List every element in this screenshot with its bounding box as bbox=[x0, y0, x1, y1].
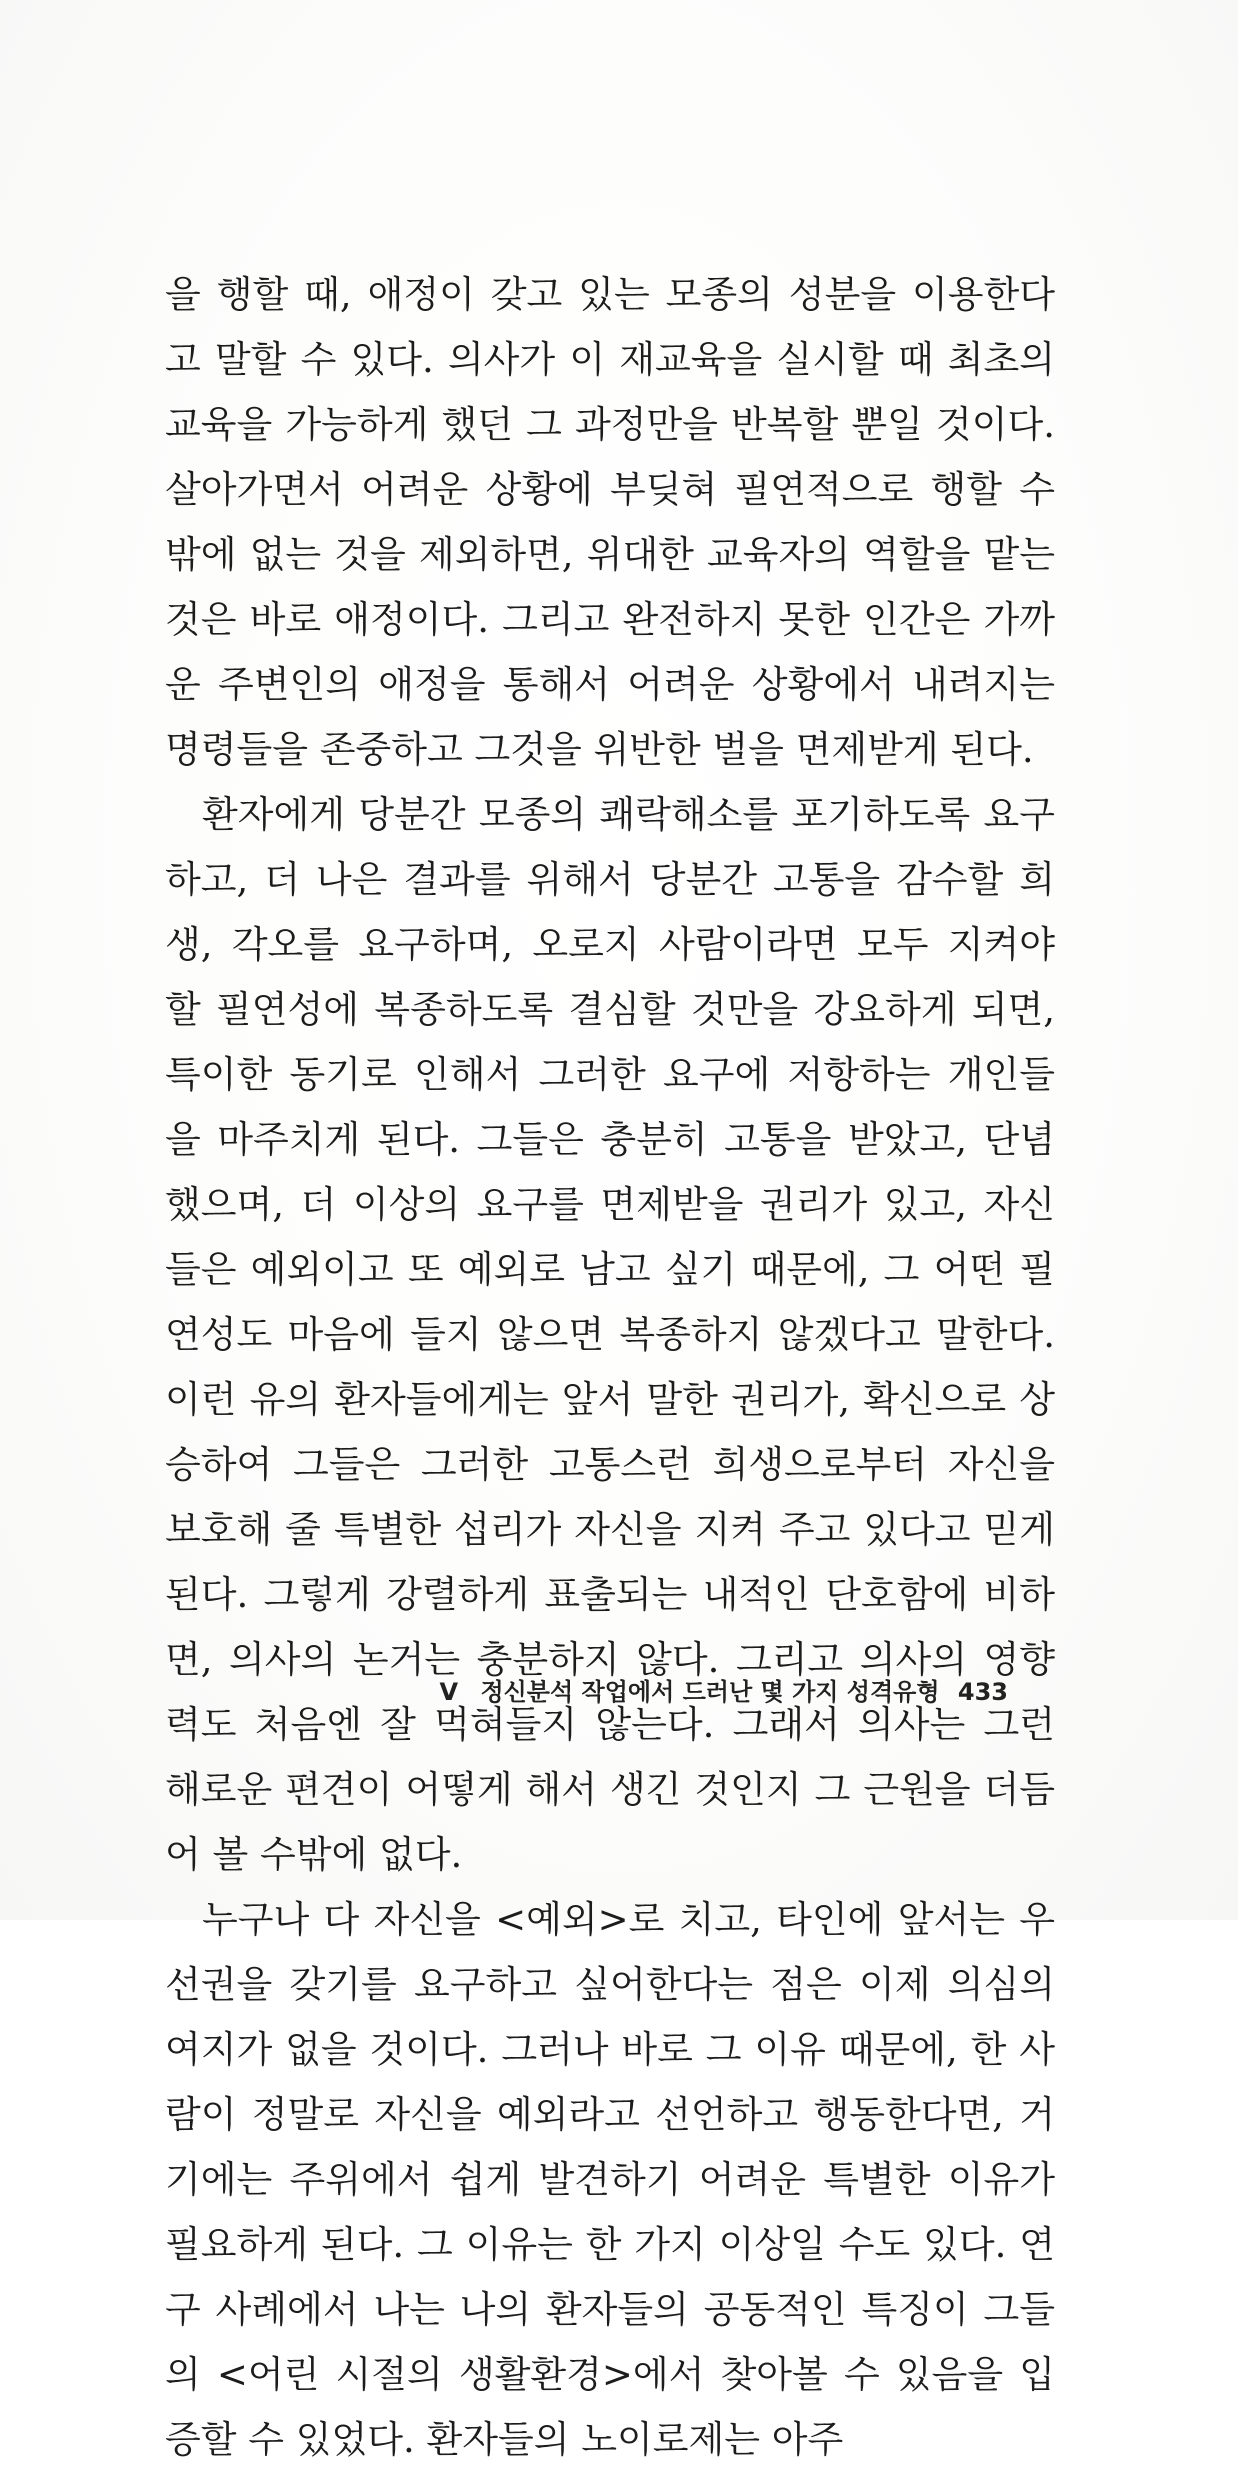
paragraph-1: 을 행할 때, 애정이 갖고 있는 모종의 성분을 이용한다고 말할 수 있다. 의사가 이 재교육을 실시할 때 최초의 교육을 가능하게 했던 그 과정만을 반복할 뿐일 것이다. 살아가면서 어려운 상황에 부딪혀 필연적으로 행할 수밖에 없는 것을 제외하면, 위대한 교육자의 역할을 맡는 것은 바로 애정이다. 그리고 완전하지 못한 인간은 가까운 주변인의 애정을 통해서 어려운 상황에서 내려지는 명령들을 존중하고 그것을 위반한 벌을 면제받게 된다. bbox=[165, 273, 1055, 771]
paragraph-2: 환자에게 당분간 모종의 쾌락해소를 포기하도록 요구하고, 더 나은 결과를 위해서 당분간 고통을 감수할 희생, 각오를 요구하며, 오로지 사람이라면 모두 지켜야 할 필연성에 복종하도록 결심할 것만을 강요하게 되면, 특이한 동기로 인해서 그러한 요구에 저항하는 개인들을 마주치게 된다. 그들은 충분히 고통을 받았고, 단념했으며, 더 이상의 요구를 면제받을 권리가 있고, 자신들은 예외이고 또 예외로 남고 싶기 때문에, 그 어떤 필연성도 마음에 들지 않으면 복종하지 않겠다고 말한다. 이런 유의 환자들에게는 앞서 말한 권리가, 확신으로 상승하여 그들은 그러한 고통스런 희생으로부터 자신을 보호해 줄 특별한 섭리가 자신을 지켜 주고 있다고 믿게 된다. 그렇게 강렬하게 표출되는 내적인 단호함에 비하면, 의사의 논거는 충분하지 않다. 그리고 의사의 영향력도 처음엔 잘 먹혀들지 않는다. 그래서 의사는 그런 해로운 편견이 어떻게 해서 생긴 것인지 그 근원을 더듬어 볼 수밖에 없다. bbox=[165, 793, 1055, 1876]
paragraph-3: 누구나 다 자신을 <예외>로 치고, 타인에 앞서는 우선권을 갖기를 요구하고 싶어한다는 점은 이제 의심의 여지가 없을 것이다. 그러나 바로 그 이유 때문에, 한 사람이 정말로 자신을 예외라고 선언하고 행동한다면, 거기에는 주위에서 쉽게 발견하기 어려운 특별한 이유가 필요하게 된다. 그 이유는 한 가지 이상일 수도 있다. 연구 사례에서 나는 나의 환자들의 공동적인 특징이 그들의 <어린 시절의 생활환경>에서 찾아볼 수 있음을 입증할 수 있었다. 환자들의 노이로제는 아주 bbox=[165, 1898, 1055, 2461]
page-number: 433 bbox=[957, 1678, 1008, 1706]
chapter-title: 정신분석 작업에서 드러난 몇 가지 성격유형 bbox=[480, 1678, 940, 1706]
running-footer bbox=[0, 1672, 1008, 1707]
body-text bbox=[165, 262, 1055, 2472]
chapter-number: V bbox=[439, 1678, 459, 1706]
